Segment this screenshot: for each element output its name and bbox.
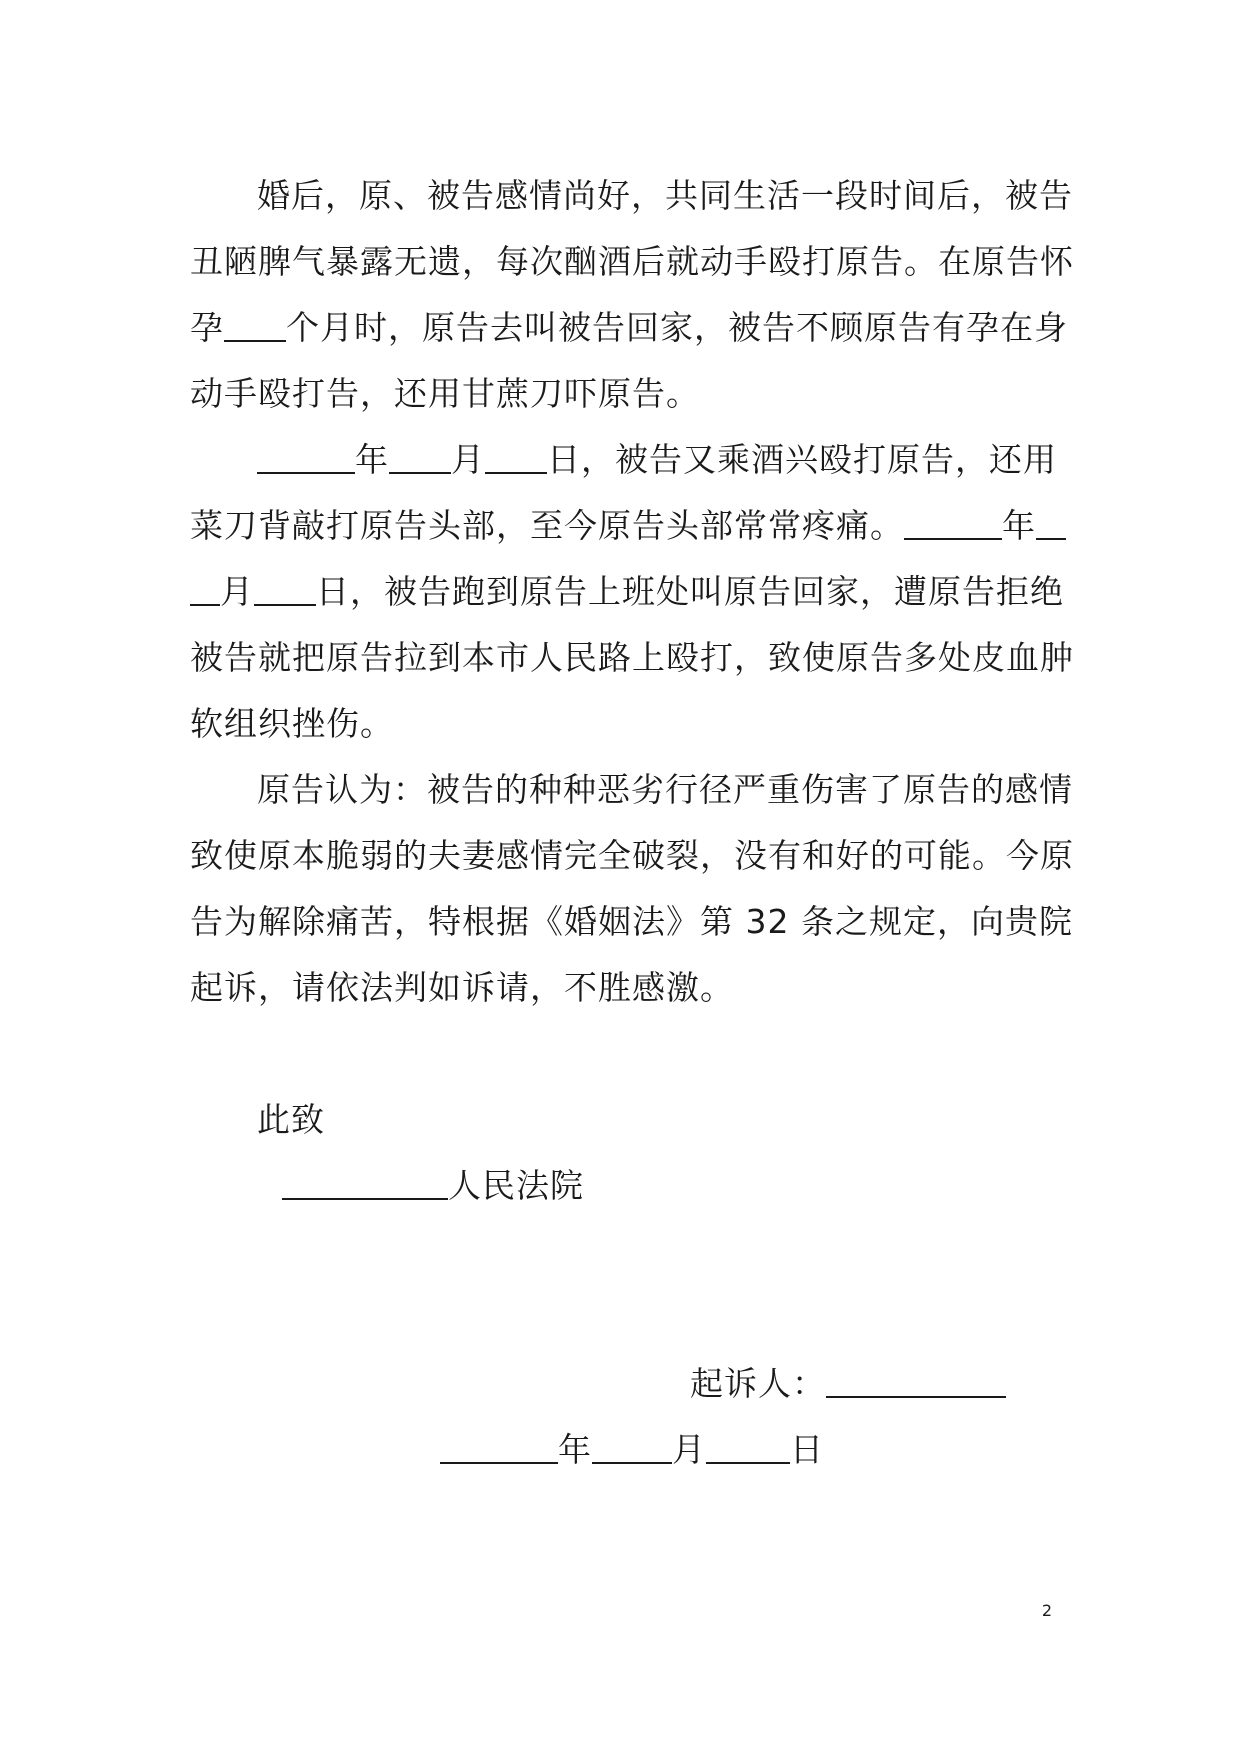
paragraph-2-text: 软组织挫伤。 (190, 704, 394, 743)
paragraph-1-text: 动手殴打告，还用甘蔗刀吓原告。 (190, 374, 700, 413)
paragraph-1-text: 婚后，原、被告感情尚好，共同生活一段时间后，被告 (257, 176, 1073, 215)
court-suffix: 人民法院 (448, 1166, 584, 1205)
month-blank (389, 442, 451, 474)
signature-month-label: 月 (672, 1430, 706, 1469)
paragraph-2-text: 被告就把原告拉到本市人民路上殴打，致使原告多处皮血肿 (190, 638, 1074, 677)
month-label: 月 (451, 440, 485, 479)
paragraph-2-line-5 (190, 691, 1070, 757)
paragraph-2-line-4 (190, 625, 1074, 691)
salutation-text: 此致 (257, 1100, 325, 1139)
paragraph-2-line-3 (190, 559, 1070, 625)
paragraph-1-line-3 (190, 295, 1070, 361)
paragraph-2-text: 菜刀背敲打原告头部，至今原告头部常常疼痛。 (190, 506, 904, 545)
paragraph-3-text: 告为解除痛苦，特根据《婚姻法》第 32 条之规定，向贵院 (190, 902, 1073, 941)
plaintiff-signature-blank (826, 1366, 1006, 1398)
day-blank (485, 442, 547, 474)
paragraph-3-text: 致使原本脆弱的夫妻感情完全破裂，没有和好的可能。今原 (190, 836, 1074, 875)
paragraph-2-text: 日，被告又乘酒兴殴打原告，还用 (547, 440, 1057, 479)
year-blank (904, 508, 1002, 540)
paragraph-3-line-2 (190, 823, 1074, 889)
paragraph-1-line-4 (190, 361, 1070, 427)
paragraph-2-line-1 (257, 427, 1137, 493)
month-label: 月 (220, 572, 254, 611)
signature-year-label: 年 (558, 1430, 592, 1469)
court-line (282, 1153, 1162, 1219)
year-label: 年 (1002, 506, 1036, 545)
court-name-blank (282, 1168, 448, 1200)
paragraph-3-text: 起诉，请依法判如诉请，不胜感激。 (190, 968, 734, 1007)
paragraph-2-text: 日，被告跑到原告上班处叫原告回家，遭原告拒绝 (316, 572, 1064, 611)
months-blank (224, 310, 286, 342)
paragraph-1-text: 丑陋脾气暴露无遗，每次酗酒后就动手殴打原告。在原告怀 (190, 242, 1074, 281)
signature-month-blank (592, 1432, 672, 1464)
year-label: 年 (355, 440, 389, 479)
signature-date-line (440, 1417, 824, 1483)
paragraph-3-line-3 (190, 889, 1073, 955)
signature-day-label: 日 (790, 1430, 824, 1469)
paragraph-1-line-2 (190, 229, 1074, 295)
paragraph-1-line-1 (257, 163, 1137, 229)
page-number: 2 (1041, 1601, 1052, 1620)
month-blank-end (190, 574, 220, 606)
plaintiff-signature-line (690, 1351, 1020, 1417)
paragraph-3-line-4 (190, 955, 1070, 1021)
closing-salutation (257, 1087, 1137, 1153)
month-blank-start (1036, 508, 1066, 540)
paragraph-2-line-2 (190, 493, 1070, 559)
plaintiff-label: 起诉人： (690, 1364, 826, 1403)
paragraph-1-text: 孕 (190, 308, 224, 347)
signature-day-blank (706, 1432, 790, 1464)
day-blank (254, 574, 316, 606)
paragraph-1-text: 个月时，原告去叫被告回家，被告不顾原告有孕在身 (286, 308, 1068, 347)
signature-year-blank (440, 1432, 558, 1464)
paragraph-3-text: 原告认为：被告的种种恶劣行径严重伤害了原告的感情 (257, 770, 1073, 809)
paragraph-3-line-1 (257, 757, 1137, 823)
year-blank (257, 442, 355, 474)
